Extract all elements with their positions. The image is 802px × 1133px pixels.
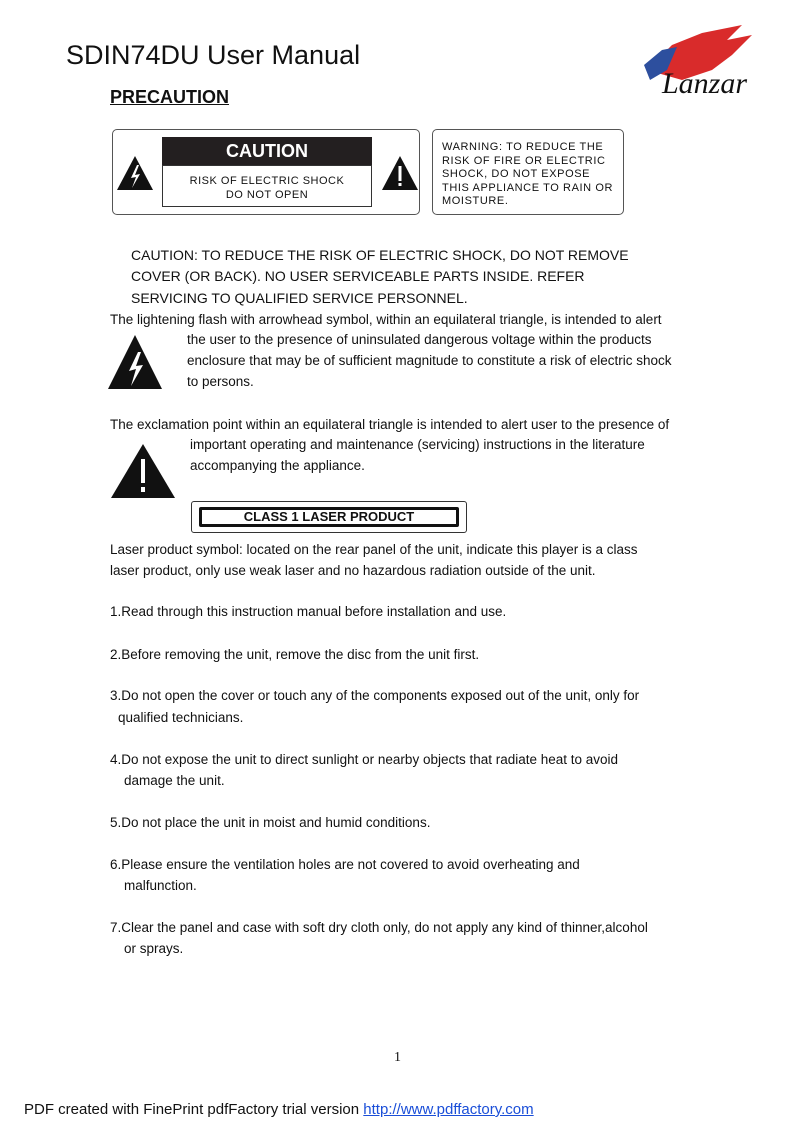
list-item-continuation: qualified technicians.	[118, 710, 244, 725]
lightning-text-line: enclosure that may be of sufficient magnitude to constitute a risk of electric shock	[187, 353, 672, 368]
caution-text-line: SERVICING TO QUALIFIED SERVICE PERSONNEL.	[131, 290, 468, 306]
laser-product-label	[191, 501, 467, 533]
list-item: 5.Do not place the unit in moist and humid conditions.	[110, 815, 431, 830]
page-number: 1	[394, 1050, 401, 1065]
caution-body	[162, 165, 372, 207]
lightning-text-line: the user to the presence of uninsulated dangerous voltage within the products	[187, 332, 652, 347]
caution-line: DO NOT OPEN	[225, 189, 309, 201]
warning-line: MOISTURE.	[442, 195, 509, 207]
list-item: 6.Please ensure the ventilation holes are not covered to avoid overheating and	[110, 857, 580, 872]
caution-text-line: CAUTION: TO REDUCE THE RISK OF ELECTRIC SHOCK, DO NOT REMOVE	[131, 247, 629, 263]
list-item-continuation: damage the unit.	[124, 773, 225, 788]
laser-text-line: laser product, only use weak laser and no hazardous radiation outside of the unit.	[110, 563, 596, 578]
list-item-continuation: malfunction.	[124, 878, 197, 893]
lightning-triangle-icon	[116, 155, 154, 191]
exclamation-triangle-icon	[110, 443, 176, 499]
document-title: SDIN74DU User Manual	[66, 40, 361, 70]
laser-text-line: Laser product symbol: located on the rear panel of the unit, indicate this player is a class	[110, 542, 638, 557]
exclamation-triangle-icon	[381, 155, 419, 191]
warning-line: THIS APPLIANCE TO RAIN OR	[442, 181, 614, 194]
lanzar-logo	[632, 25, 777, 100]
exclamation-text-line: The exclamation point within an equilateral triangle is intended to alert user to the presence of	[110, 417, 670, 432]
warning-line: SHOCK, DO NOT EXPOSE	[442, 168, 591, 180]
warning-line: WARNING: TO REDUCE THE	[442, 141, 604, 153]
list-item: 3.Do not open the cover or touch any of the components exposed out of the unit, only for	[110, 688, 640, 703]
caution-line: RISK OF ELECTRIC SHOCK	[189, 175, 345, 187]
pdf-footer	[24, 1101, 534, 1118]
warning-line: RISK OF FIRE OR ELECTRIC	[442, 154, 606, 167]
list-item: 1.Read through this instruction manual before installation and use.	[110, 604, 507, 619]
exclamation-text-line: accompanying the appliance.	[190, 458, 365, 473]
lightning-text-line: The lightening flash with arrowhead symbol, within an equilateral triangle, is intended to alert	[110, 312, 662, 327]
section-title: PRECAUTION	[110, 87, 230, 107]
caution-text-line: COVER (OR BACK). NO USER SERVICEABLE PARTS INSIDE. REFER	[131, 268, 585, 284]
list-item: 7.Clear the panel and case with soft dry cloth only, do not apply any kind of thinner,alcohol	[110, 920, 648, 935]
svg-text:Lanzar: Lanzar	[662, 67, 748, 100]
list-item-continuation: or sprays.	[124, 941, 184, 956]
list-item: 2.Before removing the unit, remove the disc from the unit first.	[110, 647, 480, 662]
lightning-text-line: to persons.	[187, 374, 254, 389]
footer-text: PDF created with FinePrint pdfFactory trial version	[24, 1101, 364, 1118]
exclamation-text-line: important operating and maintenance (servicing) instructions in the literature	[190, 437, 645, 452]
caution-heading: CAUTION	[162, 137, 372, 165]
list-item: 4.Do not expose the unit to direct sunlight or nearby objects that radiate heat to avoid	[110, 752, 619, 767]
pdffactory-link[interactable]: http://www.pdffactory.com	[363, 1101, 534, 1118]
warning-label-text	[442, 141, 613, 209]
laser-label-text: CLASS 1 LASER PRODUCT	[199, 507, 459, 527]
lightning-triangle-icon	[107, 334, 163, 390]
